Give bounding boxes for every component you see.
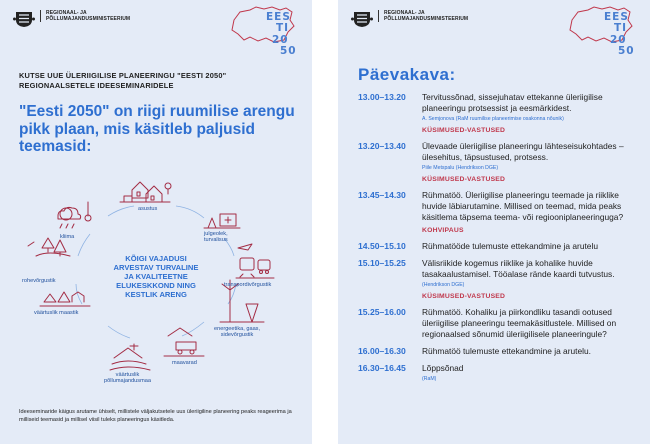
agenda-item [358,363,640,383]
center-text-line: KÕIGI VAJADUSI [125,254,187,263]
topic-valuable-landscape: väärtuslik maastik [34,310,79,316]
eesti-2050-logo [226,4,298,62]
agenda-description: Ülevaade üleriigilise planeeringu lähteseisukohtades – ülesehitus, täpsustused, protsess. [422,141,624,162]
page-headline: "Eesti 2050" on riigi ruumilise arengu pikk plaan, mis käsitleb paljusid teemasid: [19,103,295,155]
coat-of-arms-icon [351,10,373,28]
agenda-qa-label: KÜSIMUSED-VASTUSED [422,127,506,134]
ministry-logo [13,10,130,28]
agenda-description: Rühmatöö tulemuste ettekandmine ja arutelu. [422,346,591,356]
invitation-caption [19,71,226,91]
center-text-line: ELUKESKKOND NING [116,281,196,290]
agenda-time: 13.20–13.40 [358,141,406,151]
security-icon [204,214,240,228]
topic-farmland-line: põllumajandusmaa [104,378,151,385]
diagram-center-text [96,254,216,299]
agenda-item [358,190,640,223]
agenda-time: 14.50–15.10 [358,241,406,251]
agenda-time: 16.30–16.45 [358,363,406,373]
agenda-time: 15.10–15.25 [358,258,406,268]
connector-arc [108,326,130,338]
ministry-name-line: PÕLLUMAJANDUSMINISTEERIUM [384,16,469,23]
connector-arc [176,206,204,218]
settlement-icon [120,182,171,202]
seminar-footnote: Ideeseminaride käigus arutame ühiselt, millistele väljakutsetele uus üleriigiline planeering peaks reageerima ja milliseid teemasid ja millisel viisil tuleks planeeringus käsitleda. [19,409,292,423]
center-text-line: ARVESTAV TURVALINE [113,263,199,272]
caption-line: REGIONAALSETELE IDEESEMINARIDELE [19,81,174,90]
agenda-item [358,241,640,252]
center-text-line: JA KVALITEETNE [124,272,188,281]
topics-diagram [0,172,312,404]
connector-arc [182,322,204,336]
agenda-time: 13.45–14.30 [358,190,406,200]
agenda-qa-label: KÜSIMUSED-VASTUSED [422,293,506,300]
agenda-page [338,0,650,444]
coat-of-arms-icon [13,10,35,28]
connector-arc [108,206,134,216]
agenda-speaker: Piile Metspalu (Hendrikson DGE) [422,165,499,171]
agenda-description: Rühmatöö. Kohaliku ja piirkondliku tasandi ootused üleriigilise planeeringu teemakäsitlustele. Millised on regionaalsed sõnumid üleriigilisele planeeringule? [422,307,617,339]
agenda-description: Rühmatöö. Üleriigilise planeeringu teemade ja riiklike huvide läbiarutamine. Millised on teemad, mida peaks käsitlema täpsema teema- või regiooniplaneeringuga? [422,190,624,222]
agenda-time: 16.00–16.30 [358,346,406,356]
ministry-name-line: REGIONAAL- JA [384,10,425,16]
brand-text: TI [276,22,290,34]
agenda-item [358,346,640,357]
agenda-description: Lõppsõnad [422,363,464,373]
topic-green-network: rohevõrgustik [22,278,56,284]
center-text-line: KESTLIK ARENG [125,290,187,299]
topic-energy-line: energeetika, gaas, [214,326,261,332]
brand-text: EES [604,11,629,23]
agenda-description: Välisriikide kogemus riiklike ja kohalike huvide tasakaalustamisel. Tööalase rände kaardi tutvustus. [422,258,615,279]
transport-icon [236,244,274,278]
brand-text: TI [614,22,628,34]
agenda-item [358,92,640,123]
agenda-speaker: A. Semjonova (RaM ruumilise planeerimise osakonna nõunik) [422,116,564,122]
topic-energy [214,326,260,339]
agenda-title: Päevakava: [358,65,456,84]
topic-security [204,231,228,244]
agenda-description: Tervitussõnad, sissejuhatav ettekanne üleriigilise planeeringu protsessist ja eesmärkidest. [422,92,603,113]
topic-farmland [104,372,151,385]
agenda-qa-label: KÜSIMUSED-VASTUSED [422,176,506,183]
green-network-icon [28,238,70,256]
brand-text: 50 [618,45,635,57]
brand-text: EES [266,11,291,23]
topic-settlement: asustus [138,206,158,212]
eesti-2050-logo [564,4,636,62]
brand-text: 20 [272,34,289,46]
agenda-break-label: KOHVIPAUS [422,227,464,234]
ministry-name-line: REGIONAAL- JA [46,10,87,16]
farmland-icon [110,344,150,370]
brand-text: 50 [280,45,297,57]
topic-energy-line: sidevõrgustik [220,332,254,339]
agenda-description: Rühmatööde tulemuste ettekandmine ja arutelu [422,241,598,251]
agenda-item [358,141,640,172]
topic-mineral-resources: maavarad [172,360,197,366]
topic-transport-network: transpordivõrgustik [224,282,272,288]
agenda-time: 13.00–13.20 [358,92,406,102]
mineral-resources-icon [164,328,204,356]
topic-climate: kliima [60,234,75,240]
topic-security-line: turvalisus [204,237,228,244]
caption-line: KUTSE UUE ÜLERIIGILISE PLANEERINGU "EESTI 2050" [19,71,227,80]
agenda-item [358,307,640,340]
climate-icon [58,202,91,228]
brand-text: 20 [610,34,627,46]
connector-arc [78,234,90,256]
ministry-logo [351,10,468,28]
agenda-item [358,258,640,289]
agenda-speaker: (Hendrikson DGE) [422,282,465,288]
agenda-time: 15.25–16.00 [358,307,406,317]
agenda-list [358,92,640,386]
ministry-name-line: PÕLLUMAJANDUSMINISTEERIUM [46,16,131,23]
invitation-page [0,0,312,444]
landscape-icon [40,292,90,306]
topic-security-line: julgeolek, [204,231,228,237]
topic-farmland-line: väärtuslik [115,372,140,378]
agenda-speaker: (RaM) [422,376,437,382]
